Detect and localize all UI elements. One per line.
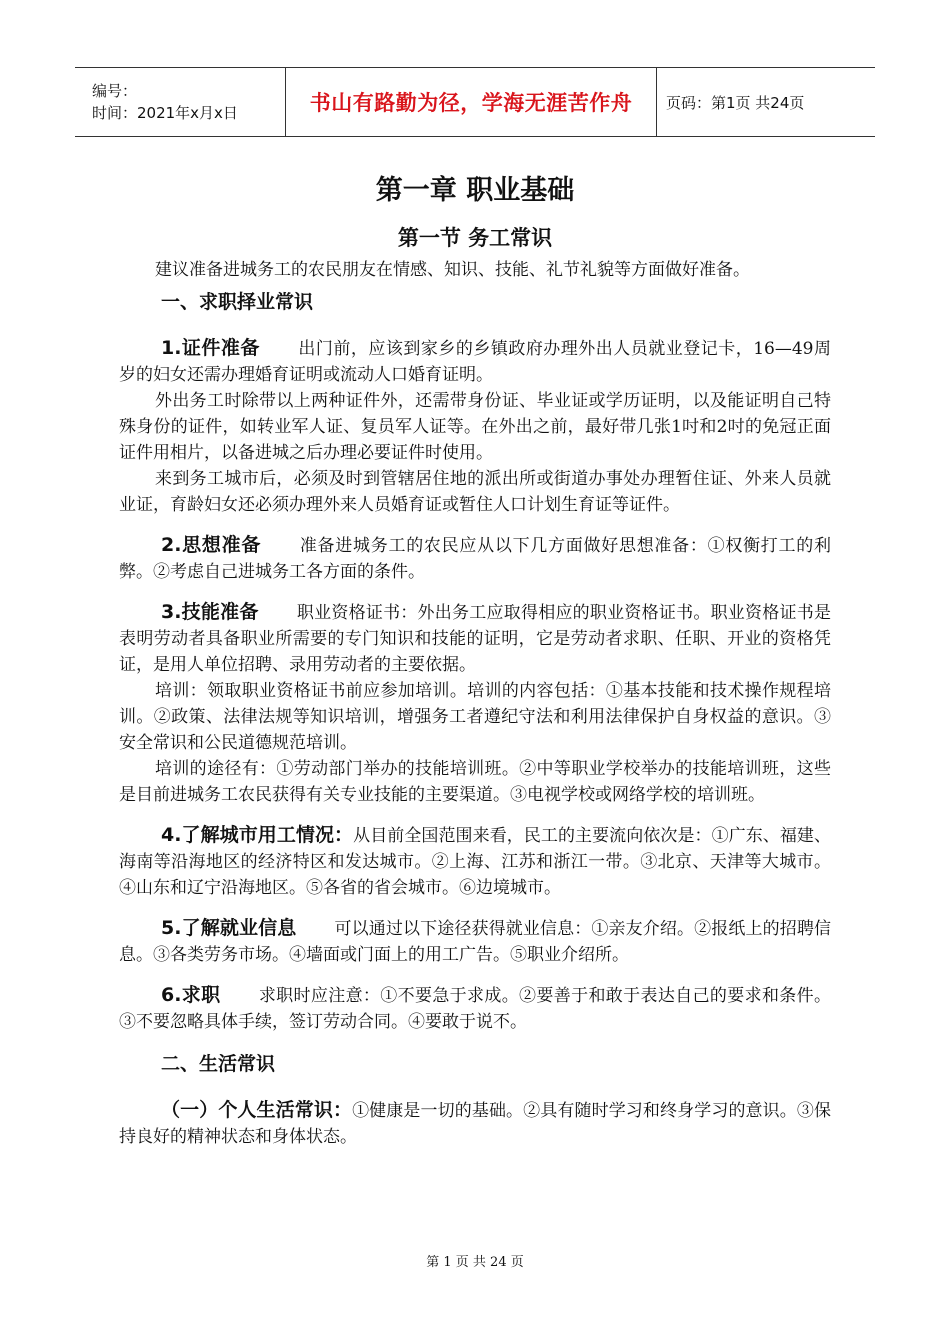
item-skills-p2: 培训：领取职业资格证书前应参加培训。培训的内容包括：①基本技能和技术操作规程培训。②政策、法律法规等知识培训，增强务工者遵纪守法和利用法律保护自身权益的意识。③安全常识和公民道德规范培训。 [119,681,831,753]
time-label: 时间：2021年x月x日 [92,104,238,122]
item-job-hunting-text: 求职时应注意：①不要急于求成。②要善于和敢于表达自己的要求和条件。③不要忽略具体手续，签订劳动合同。④要敢于说不。 [119,986,831,1032]
item-job-info-text: 可以通过以下途径获得就业信息：①亲友介绍。②报纸上的招聘信息。③各类劳务市场。④墙面或门面上的用工广告。⑤职业介绍所。 [119,919,831,965]
sub-personal-life-title: （一）个人生活常识： [161,1099,353,1121]
item-job-info [119,915,831,968]
heading-job-seeking: 一、求职择业常识 [161,291,314,313]
sub-personal-life-text: ①健康是一切的基础。②具有随时学习和终身学习的意识。③保持良好的精神状态和身体状态。 [119,1101,831,1147]
sub-personal-life [119,1097,831,1150]
item-mindset-text: 准备进城务工的农民应从以下几方面做好思想准备：①权衡打工的利弊。②考虑自己进城务工各方面的条件。 [119,536,831,582]
item-city-labor-text: 从目前全国范围来看，民工的主要流向依次是：①广东、福建、海南等沿海地区的经济特区和发达城市。②上海、江苏和浙江一带。③北京、天津等大城市。④山东和辽宁沿海地区。⑤各省的省会城市。⑥边境城市。 [119,826,831,898]
heading-life: 二、生活常识 [161,1053,276,1075]
item-mindset [119,532,831,585]
intro-paragraph: 建议准备进城务工的农民朋友在情感、知识、技能、礼节礼貌等方面做好准备。 [155,260,750,280]
header-motto-cell [285,68,657,136]
item-skills-title: 3.技能准备 [161,601,259,623]
number-label: 编号： [92,82,138,100]
item-skills [119,599,831,678]
item-skills-text: 职业资格证书：外出务工应取得相应的职业资格证书。职业资格证书是表明劳动者具备职业所需要的专门知识和技能的证明，它是劳动者求职、任职、开业的资格凭证，是用人单位招聘、录用劳动者的主要依据。 [119,603,831,675]
page-label: 页码：第1页 共24页 [666,93,805,112]
item-documents-title: 1.证件准备 [161,337,260,359]
item-skills-p3: 培训的途径有：①劳动部门举办的技能培训班。②中等职业学校举办的技能培训班，这些是目前进城务工农民获得有关专业技能的主要渠道。③电视学校或网络学校的培训班。 [119,759,831,805]
document-body [119,257,831,1150]
motto: 书山有路勤为径，学海无涯苦作舟 [309,91,633,115]
item-mindset-title: 2.思想准备 [161,534,262,556]
item-documents-p3: 来到务工城市后，必须及时到管辖居住地的派出所或街道办事处办理暂住证、外来人员就业证，育龄妇女还必须办理外来人员婚育证或暂住人口计划生育证等证件。 [119,469,831,515]
item-documents-text: 出门前，应该到家乡的乡镇政府办理外出人员就业登记卡，16—49周岁的妇女还需办理婚育证明或流动人口婚育证明。 [119,339,831,385]
item-job-hunting [119,982,831,1035]
item-documents [119,335,831,388]
item-job-hunting-title: 6.求职 [161,984,221,1006]
header-table [75,67,875,137]
header-meta [75,68,285,136]
header-page-cell [657,68,875,136]
item-city-labor [119,822,831,901]
section-title: 第一节 务工常识 [397,225,553,250]
page-footer: 第 1 页 共 24 页 [426,1255,524,1270]
item-documents-p2: 外出务工时除带以上两种证件外，还需带身份证、毕业证或学历证明，以及能证明自己特殊身份的证件，如转业军人证、复员军人证等。在外出之前，最好带几张1吋和2吋的免冠正面证件用相片，以备进城之后办理必要证件时使用。 [119,391,831,463]
chapter-title: 第一章 职业基础 [375,175,575,206]
item-job-info-title: 5.了解就业信息 [161,917,297,939]
item-city-labor-title: 4.了解城市用工情况： [161,824,354,846]
